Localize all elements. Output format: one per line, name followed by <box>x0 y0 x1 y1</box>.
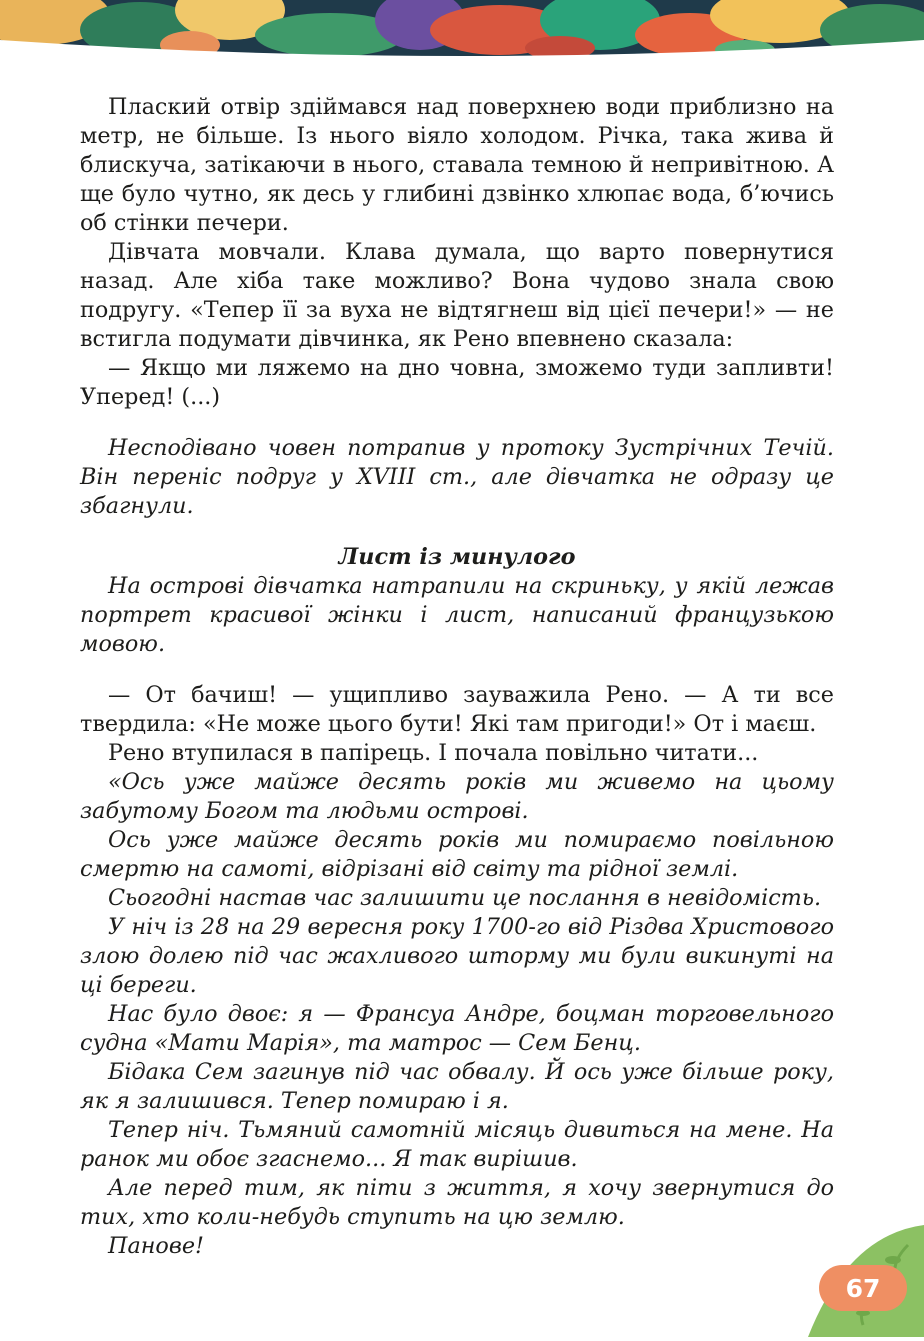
decorative-floral-banner <box>0 0 924 62</box>
page-number-badge: 67 <box>819 1265 907 1311</box>
letter-line: Панове! <box>108 1233 204 1259</box>
letter-line: Нас було двоє: я — Франсуа Андре, боцман торговельного судна «Мати Марія», та матрос — Сем Бенц. <box>80 1001 834 1056</box>
letter-line: Сьогодні настав час залишити це послання в невідомість. <box>108 885 822 911</box>
summary-current-time-travel: Несподівано човен потрапив у протоку Зустрічних Течій. Він переніс подруг у XVIII ст., але дівчатка не одразу це збагнули. <box>80 435 834 519</box>
letter-line: Тепер ніч. Тьмяний самотній місяць дивиться на мене. На ранок ми обоє згаснемо... Я так вирішив. <box>80 1117 834 1172</box>
paragraph-reno-dialogue: — Якщо ми ляжемо на дно човна, зможемо туди запливти! Уперед! (...) <box>80 355 834 410</box>
letter-line: У ніч із 28 на 29 вересня року 1700-го від Різдва Христового злою долею під час жахливого шторму ми були викинуті на ці береги. <box>80 914 834 998</box>
letter-line: Але перед тим, як піти з життя, я хочу звернутися до тих, хто коли-небудь ступить на цю землю. <box>80 1175 834 1230</box>
paragraph-reno-reads: Рено втупилася в папірець. І почала повільно читати... <box>108 740 759 766</box>
letter-line: «Ось уже майже десять років ми живемо на цьому забутому Богом та людьми острові. <box>80 769 834 824</box>
paragraph-cave-opening: Плаский отвір здіймався над поверхнею води приблизно на метр, не більше. Із нього віяло холодом. Річка, така жива й блискуча, затікаючи в нього, ставала темною й непривітною. А ще було чутно, як десь у глибині дзвінко хлюпає вода, б’ючись об стінки печери. <box>80 94 834 236</box>
paragraph-girls-silent: Дівчата мовчали. Клава думала, що варто повернутися назад. Але хіба таке можливо? Вона чудово знала свою подругу. «Тепер її за вуха не відтягнеш від цієї печери!» — не встигла подумати дівчинка, як Рено впевнено сказала: <box>80 239 834 352</box>
section-heading: Лист із минулого <box>338 544 576 570</box>
letter-line: Бідака Сем загинув під час обвалу. Й ось уже більше року, як я залишився. Тепер помираю і я. <box>80 1059 834 1114</box>
letter-line: Ось уже майже десять років ми помираємо повільною смертю на самоті, відрізані від світу та рідної землі. <box>80 827 834 882</box>
page-body <box>80 93 834 1261</box>
summary-island-box: На острові дівчатка натрапили на скриньку, у якій лежав портрет красивої жінки і лист, написаний французькою мовою. <box>80 573 834 657</box>
paragraph-reno-remark: — От бачиш! — ущипливо зауважила Рено. — А ти все твердила: «Не може цього бути! Які там пригоди!» От і маєш. <box>80 682 834 737</box>
